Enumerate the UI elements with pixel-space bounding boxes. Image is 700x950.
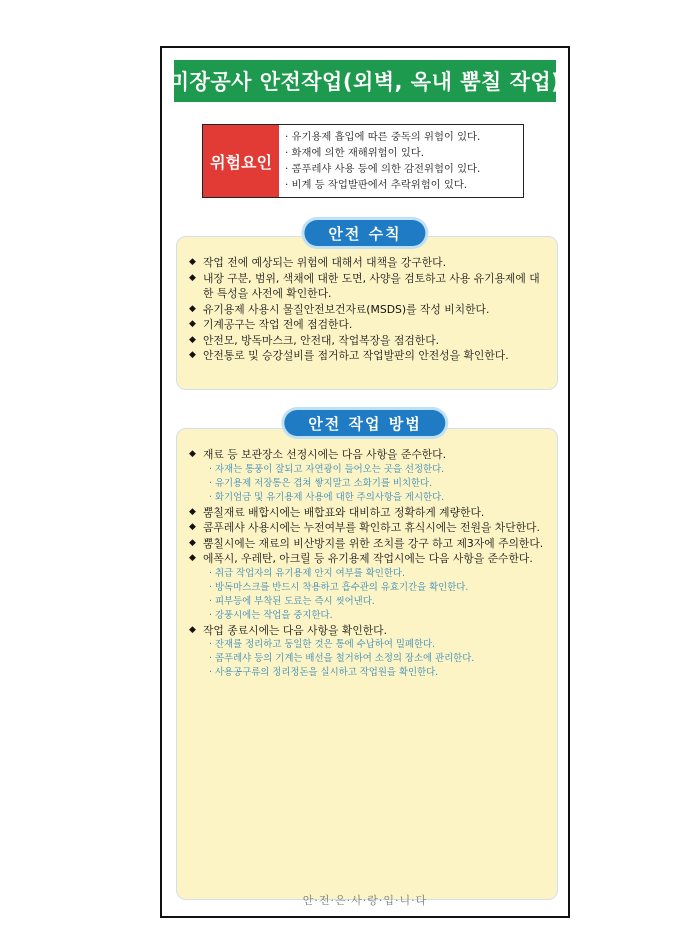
hazard-item: · 유기용제 흡입에 따른 중독의 위험이 있다. — [285, 129, 517, 145]
hazard-section — [202, 124, 524, 198]
rule-item: ◆ 안전모, 방독마스크, 안전대, 작업복장을 점검한다. — [189, 333, 549, 349]
rule-item: ◆ 기계공구는 작업 전에 점검한다. — [189, 317, 549, 333]
method-text: 재료 등 보관장소 선정시에는 다음 사항을 준수한다. — [203, 448, 447, 461]
rule-item: ◆ 안전통로 및 승강설비를 점거하고 작업발판의 안전성을 확인한다. — [189, 348, 549, 364]
method-sub-item: · 화기엄금 및 유기용제 사용에 대한 주의사항을 게시한다. — [209, 491, 549, 505]
method-item — [189, 447, 549, 505]
method-sub-item: · 잔재를 정리하고 동일한 것은 통에 수납하여 밀폐한다. — [209, 638, 549, 652]
hazard-list — [279, 125, 523, 197]
method-sub-item: · 콤푸레샤 등의 기계는 배선을 철거하여 소정의 장소에 관리한다. — [209, 652, 549, 666]
methods-list — [177, 429, 557, 680]
poster-title: 미장공사 안전작업(외벽, 옥내 뿜칠 작업) — [174, 60, 556, 102]
method-text: 에폭시, 우레탄, 아크릴 등 유기용제 작업시에는 다음 사항을 준수한다. — [203, 552, 533, 565]
method-item — [189, 551, 549, 623]
method-sub-list — [203, 638, 549, 680]
safe-work-methods-panel — [176, 428, 558, 900]
method-item — [189, 536, 549, 552]
hazard-item: · 화재에 의한 재해위험이 있다. — [285, 145, 517, 161]
method-sub-item: · 강풍시에는 작업을 중지한다. — [209, 609, 549, 623]
method-text: 작업 종료시에는 다음 사항을 확인한다. — [203, 623, 388, 637]
hazard-label: 위험요인 — [203, 125, 279, 197]
hazard-item: · 비계 등 작업발판에서 추락위험이 있다. — [285, 177, 517, 193]
method-sub-list — [203, 463, 549, 505]
rule-item: ◆ 유기용제 사용시 물질안전보건자료(MSDS)를 작성 비치한다. — [189, 302, 549, 318]
footer-slogan: 안·전·은·사·랑·입·니·다 — [302, 894, 428, 907]
method-sub-list — [203, 567, 549, 623]
safe-work-methods-heading: 안전 작업 방법 — [284, 410, 445, 436]
method-sub-item: · 유기용제 저장통은 겹쳐 쌓지말고 소화기를 비치한다. — [209, 477, 549, 491]
method-text: 뿜칠재료 배합시에는 배합표와 대비하고 정확하게 계량한다. — [203, 505, 485, 519]
method-sub-item: · 피부등에 부착된 도료는 즉시 씻어낸다. — [209, 595, 549, 609]
safety-rules-list — [177, 237, 557, 364]
method-sub-item: · 방독마스크를 반드시 착용하고 흡수관의 유효기간을 확인한다. — [209, 581, 549, 595]
rule-item: ◆ 내장 구분, 범위, 색채에 대한 도면, 사양을 검토하고 사용 유기용제에 대한 특성을 사전에 확인한다. — [189, 271, 549, 302]
method-sub-item: · 자재는 통풍이 잘되고 자연광이 들어오는 곳을 선정한다. — [209, 463, 549, 477]
method-sub-item: · 사용공구류의 정리정돈을 실시하고 작업원을 확인한다. — [209, 666, 549, 680]
method-item — [189, 520, 549, 536]
method-text: 뿜칠시에는 재료의 비산방지를 위한 조치를 강구 하고 제3자에 주의한다. — [203, 536, 544, 550]
method-item — [189, 623, 549, 681]
hazard-item: · 콤푸레샤 사용 등에 의한 감전위험이 있다. — [285, 161, 517, 177]
method-item — [189, 505, 549, 521]
safety-rules-panel — [176, 236, 558, 390]
method-sub-item: · 취급 작업자의 유기용제 안지 여부를 확인한다. — [209, 567, 549, 581]
safety-poster — [160, 46, 570, 918]
rule-item: ◆ 작업 전에 예상되는 위험에 대해서 대책을 강구한다. — [189, 255, 549, 271]
safety-rules-heading: 안전 수칙 — [304, 220, 425, 246]
method-text: 콤푸레샤 사용시에는 누전여부를 확인하고 휴식시에는 전원을 차단한다. — [203, 521, 540, 534]
